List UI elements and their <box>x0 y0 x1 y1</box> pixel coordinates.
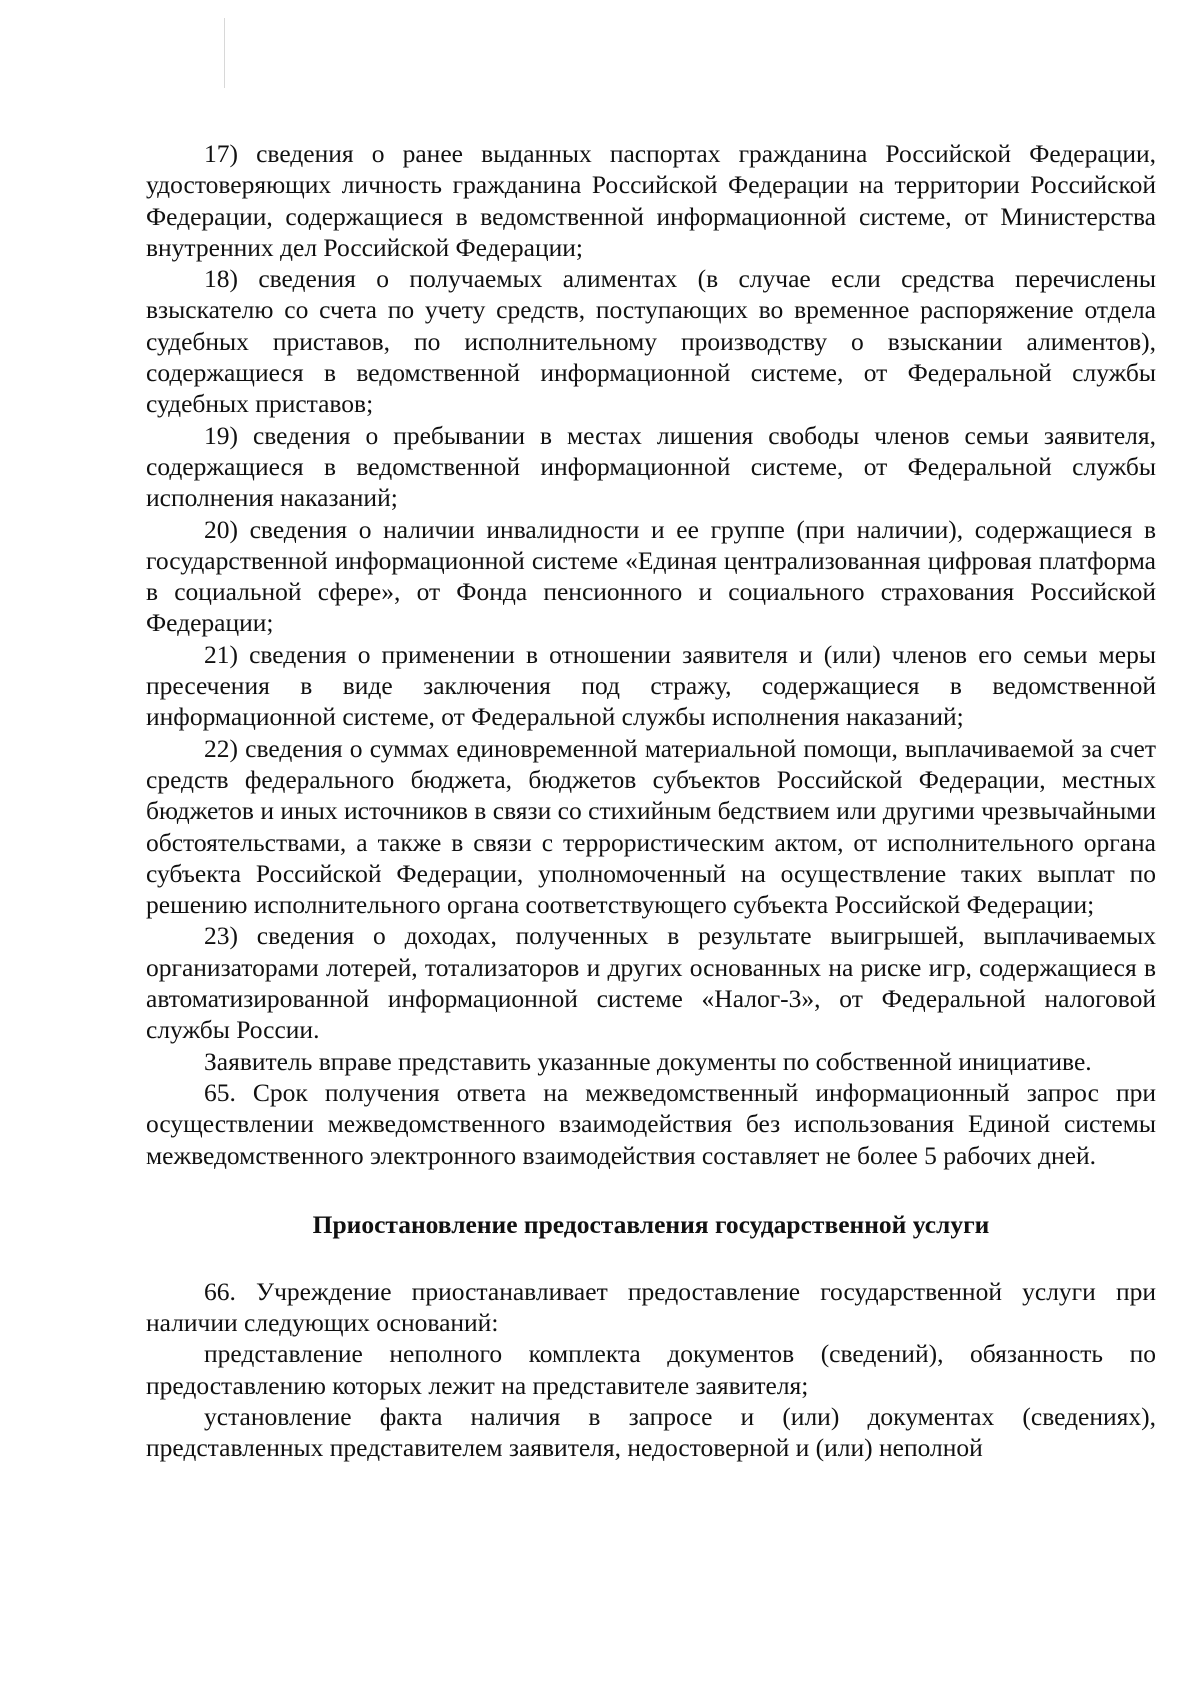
paragraph-item-21: 21) сведения о применении в отношении заявителя и (или) членов его семьи меры пресечения в виде заключения под стражу, содержащиеся в ведомственной информационной системе, от Федеральной службы исполнения наказаний; <box>146 639 1156 732</box>
scan-artifact <box>224 18 225 88</box>
paragraph-item-20: 20) сведения о наличии инвалидности и ее группе (при наличии), содержащиеся в государственной информационной системе «Единая централизованная цифровая платформа в социальной сфере», от Фонда пенсионного и социального страхования Российской Федерации; <box>146 514 1156 638</box>
paragraph-item-17: 17) сведения о ранее выданных паспортах гражданина Российской Федерации, удостоверяющих личность гражданина Российской Федерации на территории Российской Федерации, содержащиеся в ведомственной информационной системе, от Министерства внутренних дел Российской Федерации; <box>146 139 1156 262</box>
paragraph-item-19: 19) сведения о пребывании в местах лишения свободы членов семьи заявителя, содержащиеся в ведомственной информационной системе, от Федеральной службы исполнения наказаний; <box>146 420 1156 513</box>
document-body <box>146 138 1156 1464</box>
paragraph-item-22: 22) сведения о суммах единовременной материальной помощи, выплачиваемой за счет средств федерального бюджета, бюджетов субъектов Российской Федерации, местных бюджетов и иных источников в связи со стихийным бедствием или другими чрезвычайными обстоятельствами, а также в связи с террористическим актом, от исполнительного органа субъекта Российской Федерации, уполномоченный на осуществление таких выплат по решению исполнительного органа соответствующего субъекта Российской Федерации; <box>146 733 1156 920</box>
paragraph-item-18: 18) сведения о получаемых алиментах (в случае если средства перечислены взыскателю со счета по учету средств, поступающих во временное распоряжение отдела судебных приставов, по исполнительному производству о взыскании алиментов), содержащиеся в ведомственной информационной системе, от Федеральной службы судебных приставов; <box>146 264 1156 419</box>
paragraph-ground-unreliable-info: установление факта наличия в запросе и (или) документах (сведениях), представленных представителем заявителя, недостоверной и (или) неполной <box>146 1401 1156 1463</box>
paragraph-clause-66: 66. Учреждение приостанавливает предоставление государственной услуги при наличии следующих оснований: <box>146 1276 1156 1338</box>
paragraph-applicant-right: Заявитель вправе представить указанные документы по собственной инициативе. <box>204 1046 1092 1076</box>
paragraph-clause-65: 65. Срок получения ответа на межведомственный информационный запрос при осуществлении межведомственного взаимодействия без использования Единой системы межведомственного электронного взаимодействия составляет не более 5 рабочих дней. <box>146 1077 1156 1170</box>
paragraph-ground-incomplete-documents: представление неполного комплекта документов (сведений), обязанность по предоставлению которых лежит на представителе заявителя; <box>146 1339 1156 1400</box>
paragraph-item-23: 23) сведения о доходах, полученных в результате выигрышей, выплачиваемых организаторами лотерей, тотализаторов и других основанных на риске игр, содержащиеся в автоматизированной информационной системе «Налог-3», от Федеральной налоговой службы России. <box>146 921 1156 1045</box>
section-heading: Приостановление предоставления государственной услуги <box>312 1209 990 1239</box>
